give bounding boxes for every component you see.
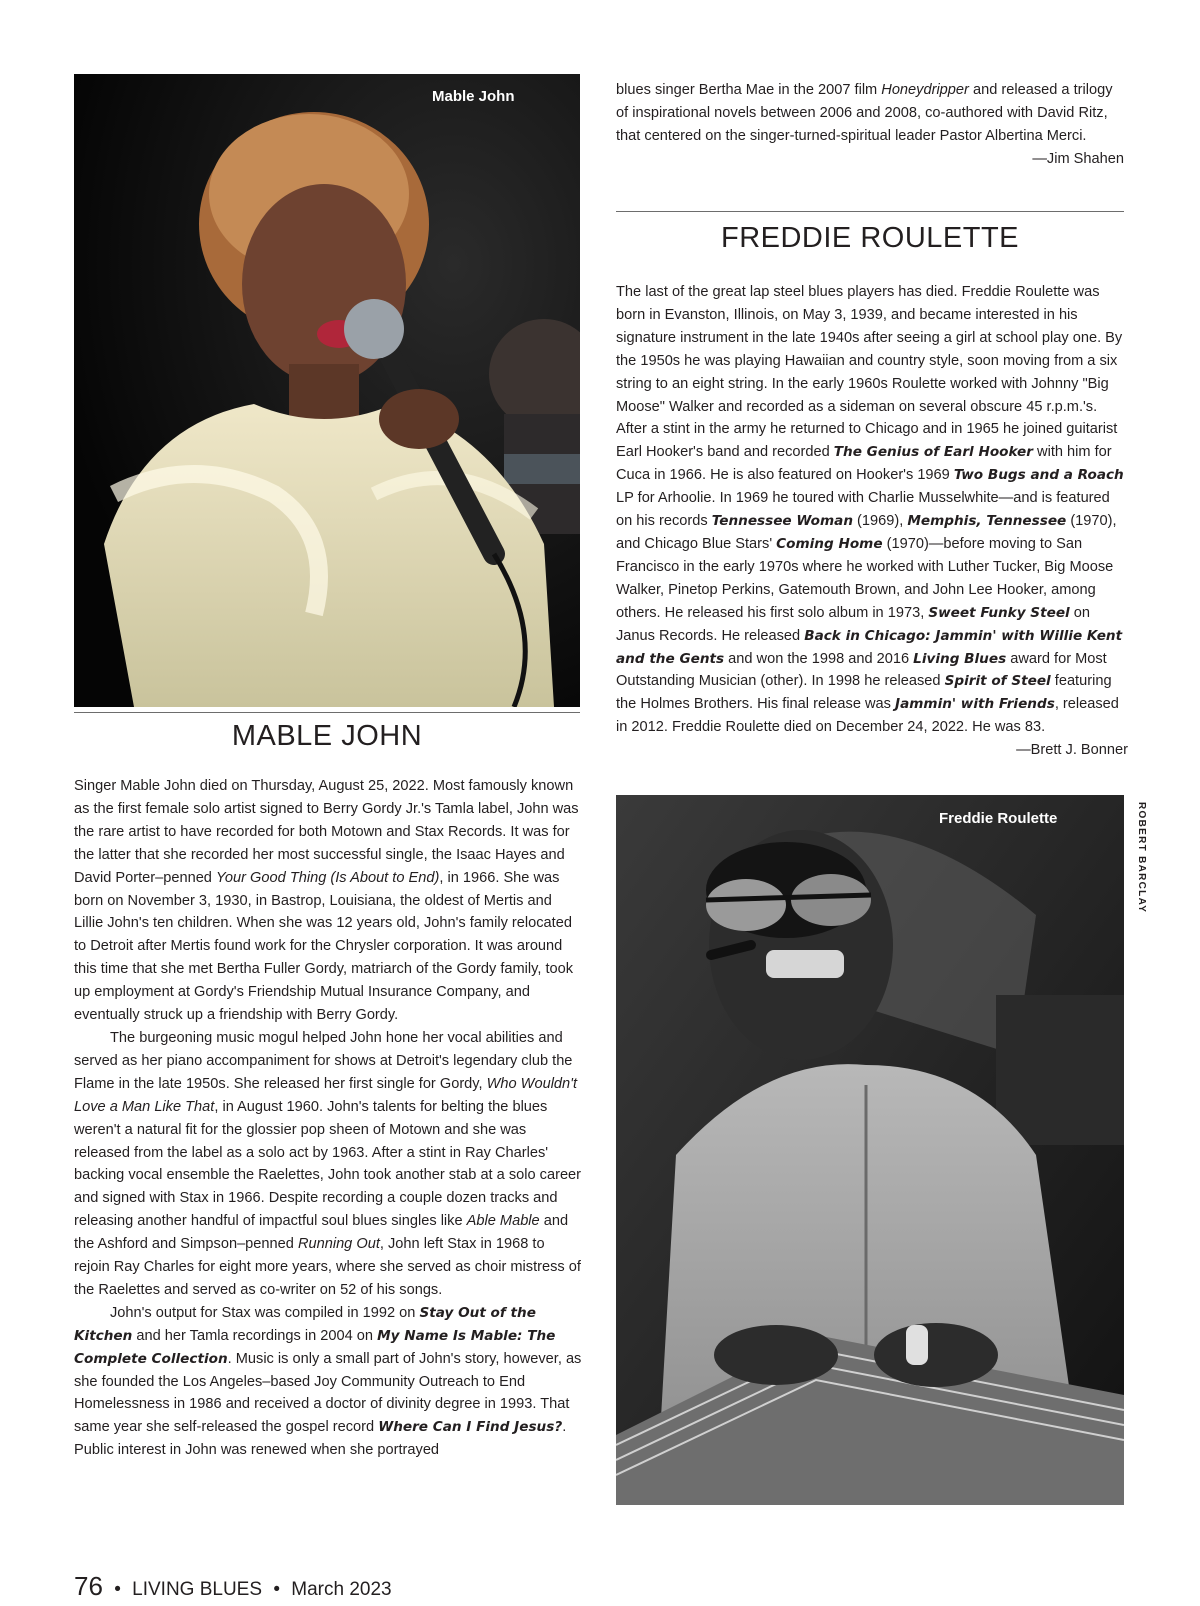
text-run: and won the 1998 and 2016 [724, 650, 914, 667]
issue-date: March 2023 [291, 1579, 392, 1600]
mable-john-paragraph-4 [616, 79, 1124, 148]
mable-john-rule [74, 712, 580, 713]
page-footer [74, 1571, 392, 1602]
text-run: John's output for Stax was compiled in 1992 on [110, 1304, 420, 1321]
album-title: The Genius of Earl Hooker [833, 444, 1033, 461]
page-number: 76 [74, 1571, 103, 1601]
freddie-roulette-byline: —Brett J. Bonner [1016, 742, 1128, 759]
text-run: featuring the Holmes Brothers. His final release was [616, 673, 1112, 713]
mable-john-article-continued [616, 79, 1124, 171]
text-run: on Janus Records. He released [616, 604, 1090, 644]
text-run: award for Most Outstanding Musician (other). In 1998 he released [616, 650, 1107, 690]
freddie-roulette-article [616, 281, 1128, 762]
text-run: , in 1966. She was born on November 3, 1930, in Bastrop, Louisiana, the oldest of Mertis and Lillie John's ten children. When she was 12 years old, John's family relocated to Detroit after Mertis found work for the Chrysler corporation. It was around this time that she met Bertha Fuller Gordy, matriarch of the Gordy family, took up employment at Gordy's Friendship Mutual Insurance Company, and eventually struck up a friendship with Berry Gordy. [74, 869, 574, 1024]
album-title: Two Bugs and a Roach [953, 467, 1124, 484]
freddie-roulette-photo [616, 795, 1124, 1505]
album-title: Memphis, Tennessee [907, 513, 1067, 530]
mable-john-photo-caption: Mable John [432, 88, 515, 105]
film-title: Honeydripper [881, 82, 969, 98]
text-run: , John left Stax in 1968 to rejoin Ray Charles for eight more years, where she served as choir mistress of the Raelettes and served as co-writer on 52 of his songs. [74, 1236, 581, 1298]
text-run: Singer Mable John died on Thursday, August 25, 2022. Most famously known as the first female solo artist signed to Berry Gordy Jr.'s Tamla label, John was the rare artist to have recorded for both Motown and Stax Records. It was for the latter that she recorded her most successful single, the Isaac Hayes and David Porter–penned [74, 778, 579, 886]
magazine-name: LIVING BLUES [132, 1579, 263, 1600]
mable-john-article-left [74, 775, 582, 1462]
text-run: , in August 1960. John's talents for belting the blues weren't a natural fit for the glossier pop sheen of Motown and she was released from the label as a solo act by 1963. After a stint in Ray Charles' backing vocal ensemble the Raelettes, John took another stab at a solo career and signed with Stax in 1966. Despite recording a couple dozen tracks and releasing another handful of impactful soul blues singles like [74, 1098, 582, 1230]
text-run: (1969), [853, 513, 908, 530]
album-title: Coming Home [776, 535, 883, 552]
footer-bullet: • [114, 1579, 121, 1600]
freddie-roulette-headline: FREDDIE ROULETTE [720, 222, 1020, 254]
freddie-roulette-rule [616, 211, 1124, 212]
album-title: Tennessee Woman [711, 513, 853, 530]
text-run: and released a trilogy of inspirational novels between 2006 and 2008, co-authored with David Ritz, that centered on the singer-turned-spiritual leader Pastor Albertina Merci. [616, 82, 1113, 144]
mable-john-headline: MABLE JOHN [231, 720, 423, 752]
mable-john-paragraph-1 [74, 775, 582, 1027]
freddie-roulette-photo-caption: Freddie Roulette [939, 810, 1058, 827]
album-title: Stay Out of the Kitchen [74, 1304, 536, 1344]
mable-john-paragraph-3 [74, 1302, 582, 1462]
magazine-title: Living Blues [913, 650, 1007, 667]
song-title: Who Wouldn't Love a Man Like That [74, 1075, 578, 1115]
album-title: My Name Is Mable: The Complete Collection [74, 1327, 556, 1367]
mable-john-photo [74, 74, 580, 707]
text-run: . Public interest in John was renewed when she portrayed [74, 1419, 567, 1459]
text-run: and her Tamla recordings in 2004 on [132, 1327, 378, 1344]
album-title: Where Can I Find Jesus? [378, 1419, 563, 1436]
text-run: with him for Cuca in 1966. He is also featured on Hooker's 1969 [616, 444, 1112, 484]
freddie-roulette-paragraph-1 [616, 281, 1128, 739]
text-run: and the Ashford and Simpson–penned [74, 1213, 569, 1253]
mable-john-photo-illustration [74, 74, 580, 707]
text-run: (1970), and Chicago Blue Stars' [616, 513, 1117, 552]
text-run: blues singer Bertha Mae in the 2007 film [616, 82, 882, 98]
text-run: The burgeoning music mogul helped John hone her vocal abilities and served as her piano accompaniment for shows at Detroit's legendary club the Flame in the late 1950s. She released her first single for Gordy, [74, 1029, 573, 1092]
text-run: . Music is only a small part of John's story, however, as she founded the Los Angeles–based Joy Community Outreach to End Homelessness in 1986 and received a doctor of divinity degree in 1993. That same year she self-released the gospel record [74, 1350, 582, 1436]
mable-john-byline: —Jim Shahen [1032, 150, 1124, 167]
footer-bullet: • [273, 1579, 280, 1600]
text-run: , released in 2012. Freddie Roulette died on December 24, 2022. He was 83. [616, 696, 1119, 736]
mable-john-paragraph-2 [74, 1027, 582, 1302]
freddie-roulette-photo-illustration [616, 795, 1124, 1505]
text-run: The last of the great lap steel blues players has died. Freddie Roulette was born in Evanston, Illinois, on May 3, 1939, and became interested in his signature instrument in the late 1940s after seeing a girl at school play one. By the 1950s he was playing Hawaiian and country style, soon moving from a six string to an eight string. In the early 1960s Roulette worked with Johnny "Big Moose" Walker and recorded as a sideman on several obscure 45 r.p.m.'s. After a stint in the army he returned to Chicago and in 1965 he joined guitarist Earl Hooker's band and recorded [616, 284, 1123, 461]
text-run: LP for Arhoolie. In 1969 he toured with Charlie Musselwhite—and is featured on his records [616, 490, 1110, 530]
album-title: Sweet Funky Steel [928, 604, 1070, 621]
song-title: Your Good Thing (Is About to End) [215, 869, 440, 886]
album-title: Jammin' with Friends [895, 696, 1055, 713]
album-title: Spirit of Steel [944, 673, 1051, 690]
song-title: Able Mable [466, 1213, 540, 1230]
album-title: Back in Chicago: Jammin' with Willie Kent and the Gents [616, 627, 1123, 667]
song-title: Running Out [297, 1236, 380, 1253]
photo-credit: ROBERT BARCLAY [1136, 802, 1147, 914]
text-run: (1970)—before moving to San Francisco in the early 1970s where he worked with Luther Tucker, Big Moose Walker, Pinetop Perkins, Gatemouth Brown, and John Lee Hooker, among others. He released his first solo album in 1973, [616, 535, 1114, 621]
